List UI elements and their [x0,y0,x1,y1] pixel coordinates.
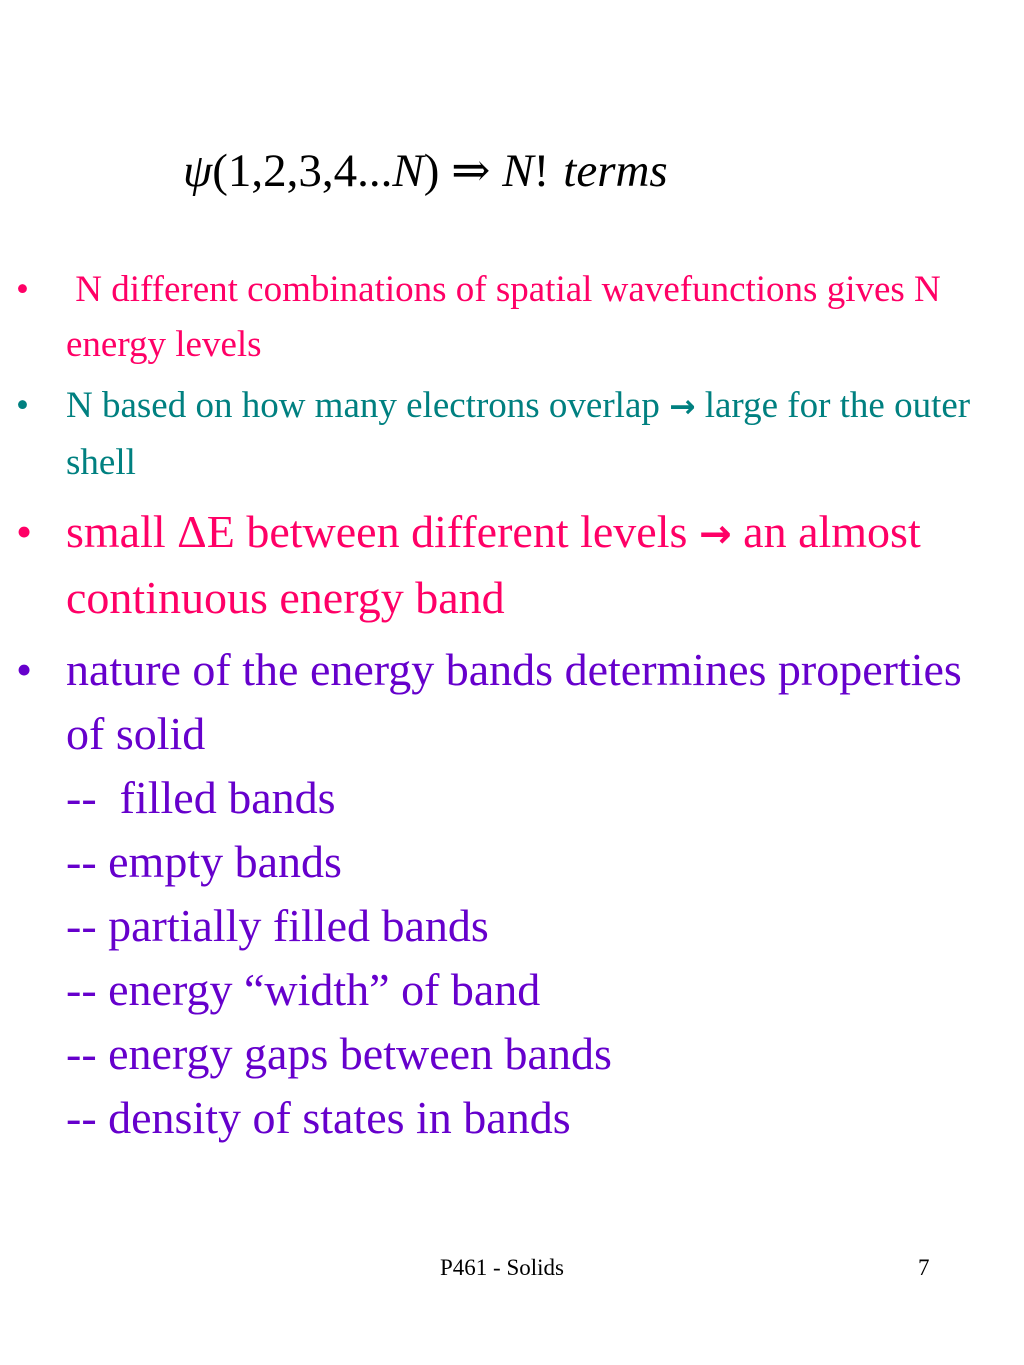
bullet-marker: • [16,269,29,310]
bullet-item-overlap [16,378,996,491]
right-arrow-icon: → [698,512,732,557]
sub-item: -- partially filled bands [66,900,489,951]
equation-terms: terms [563,145,668,197]
bullet-text-after: large for the outer shell [66,385,971,483]
bullet-text-before: small ΔE between different levels [66,506,699,557]
sub-item-list [66,766,996,1150]
sub-item: -- filled bands [66,772,336,823]
psi-symbol: ψ [183,145,213,197]
bullet-item-combinations [16,262,996,372]
equation-n-factorial-base: N [502,145,534,197]
footer-title: P461 - Solids [440,1255,564,1280]
bullet-text: N different combinations of spatial wavefunctions gives N energy levels [66,269,951,365]
sub-item: -- energy “width” of band [66,964,541,1015]
sub-item: -- empty bands [66,836,342,887]
bullet-item-small-delta-e [16,500,996,629]
equation-arguments: (1,2,3,4... [212,145,393,197]
bullet-text [66,378,996,491]
bullet-item-energy-bands [16,638,996,1150]
equation-close-paren: ) [423,145,440,197]
bullet-text-after: an almost continuous energy band [66,506,921,623]
equation-factorial: ! [533,145,550,197]
bullet-marker: • [16,385,29,426]
page-number: 7 [918,1255,930,1280]
bullet-marker: • [16,506,33,557]
bullet-text [66,500,996,629]
right-arrow-icon: → [669,389,696,425]
sub-item: -- energy gaps between bands [66,1028,612,1079]
bullet-text: nature of the energy bands determines properties of solid [66,644,962,759]
bullet-marker: • [16,644,33,695]
bullet-text-before: N based on how many electrons overlap [66,385,670,426]
equation-n: N [392,145,424,197]
implies-symbol: ⇒ [451,145,491,197]
sub-item: -- density of states in bands [66,1092,571,1143]
equation [183,140,668,202]
